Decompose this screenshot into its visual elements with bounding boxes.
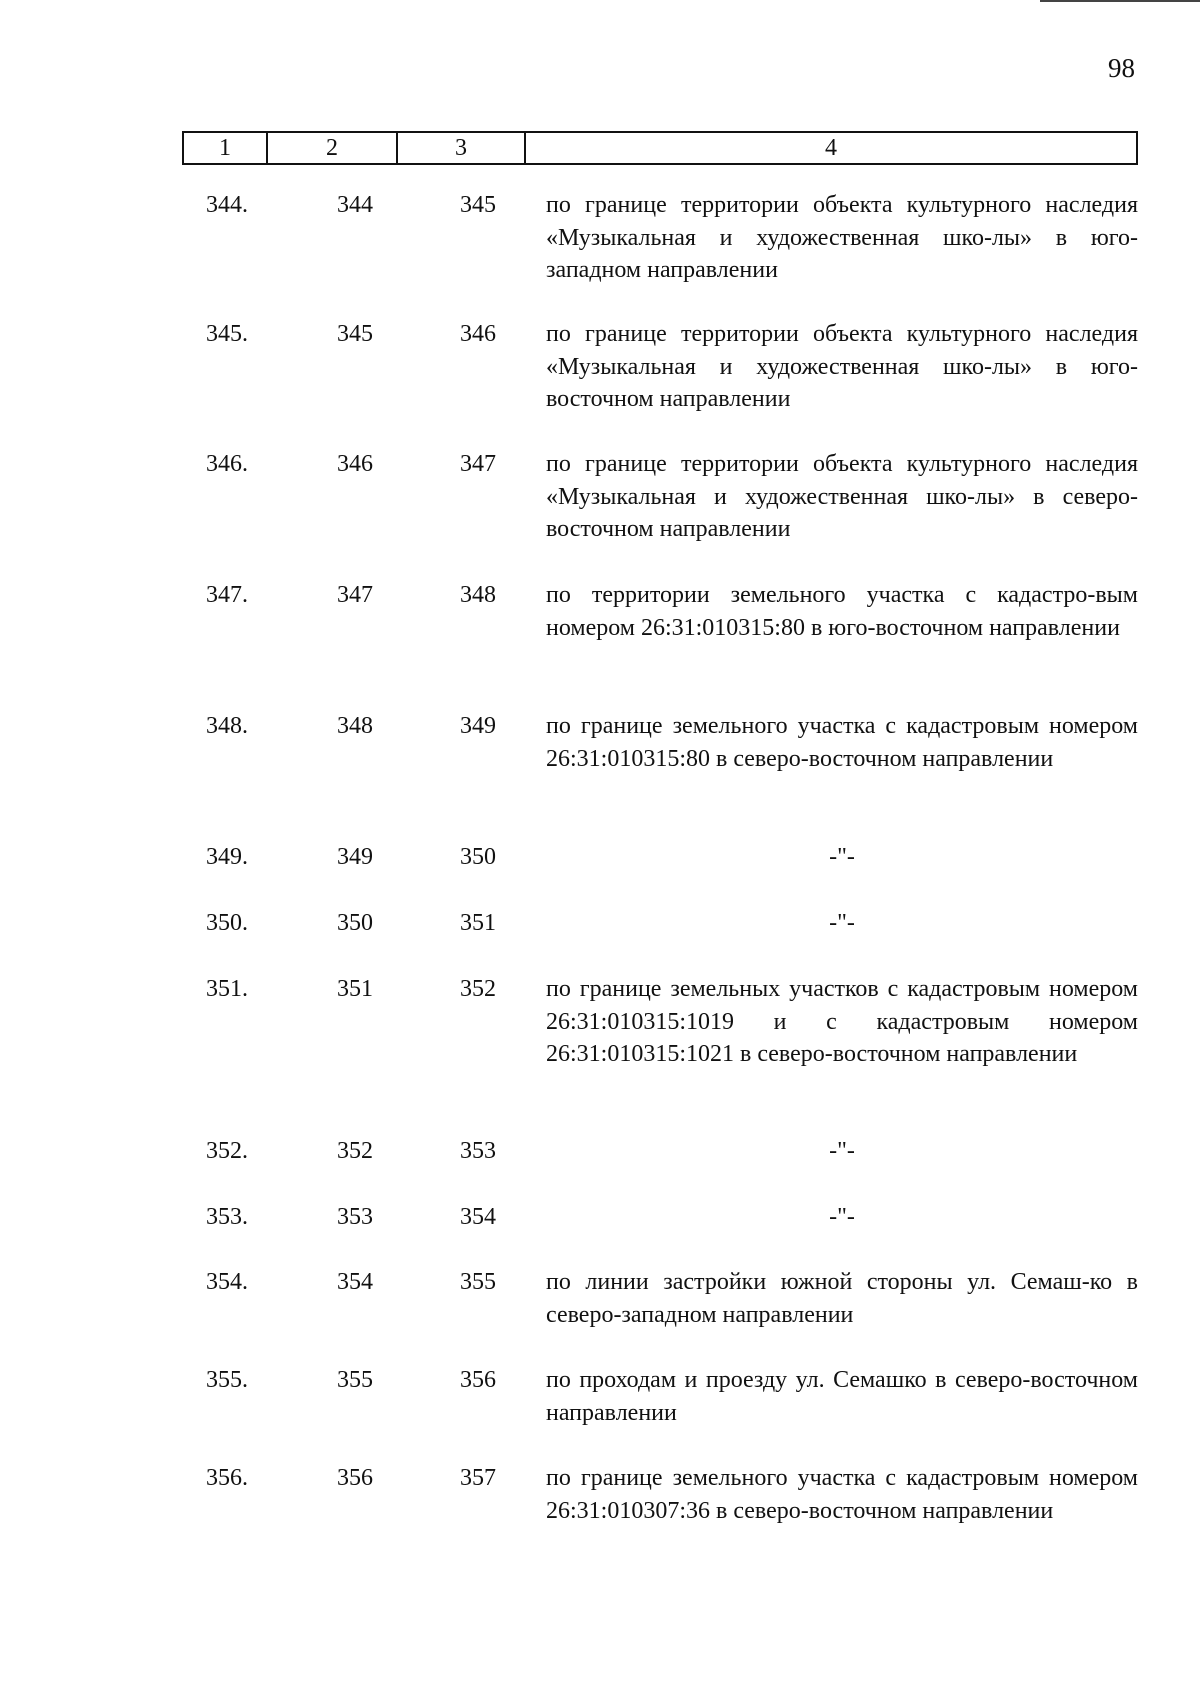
boundary-description: по границе территории объекта культурного наследия «Музыкальная и художественная шко-лы» в юго-восточном направлении	[546, 321, 1138, 412]
header-cell-1: 1	[184, 133, 268, 163]
to-point: 353	[460, 1138, 496, 1164]
from-point: 351	[337, 976, 373, 1002]
table-row	[182, 907, 1138, 973]
from-point: 355	[337, 1367, 373, 1393]
row-number: 348.	[206, 713, 248, 739]
from-point: 346	[337, 451, 373, 477]
table-row	[182, 189, 1138, 318]
to-point: 347	[460, 451, 496, 477]
to-point: 348	[460, 582, 496, 608]
from-point: 352	[337, 1138, 373, 1164]
ditto-mark: -"-	[829, 844, 855, 870]
boundary-description: по проходам и проезду ул. Семашко в северо-восточном направлении	[546, 1367, 1138, 1426]
from-point: 344	[337, 192, 373, 218]
table-row	[182, 841, 1138, 907]
boundary-description: по территории земельного участка с кадастро-вым номером 26:31:010315:80 в юго-восточном направлении	[546, 582, 1138, 641]
boundary-description: по границе земельного участка с кадастровым номером 26:31:010307:36 в северо-восточном направлении	[546, 1465, 1138, 1524]
boundary-description: по границе земельного участка с кадастровым номером 26:31:010315:80 в северо-восточном направлении	[546, 713, 1138, 772]
header-cell-4: 4	[825, 135, 837, 161]
from-point: 349	[337, 844, 373, 870]
ditto-mark: -"-	[829, 1204, 855, 1230]
row-number: 352.	[206, 1138, 248, 1164]
boundary-description: по линии застройки южной стороны ул. Семаш-ко в северо-западном направлении	[546, 1269, 1138, 1328]
table-row	[182, 1364, 1138, 1462]
table-row	[182, 318, 1138, 448]
table-row	[182, 1135, 1138, 1201]
header-cell-2: 2	[268, 133, 398, 163]
boundary-description: по границе территории объекта культурного наследия «Музыкальная и художественная шко-лы» в юго-западном направлении	[546, 192, 1138, 283]
to-point: 355	[460, 1269, 496, 1295]
boundary-description: по границе земельных участков с кадастровым номером 26:31:010315:1019 и с кадастровым номером 26:31:010315:1021 в северо-восточном направлении	[546, 976, 1138, 1067]
row-number: 355.	[206, 1367, 248, 1393]
to-point: 356	[460, 1367, 496, 1393]
to-point: 346	[460, 321, 496, 347]
row-number: 353.	[206, 1204, 248, 1230]
from-point: 348	[337, 713, 373, 739]
table-row	[182, 973, 1138, 1135]
table-row	[182, 1266, 1138, 1364]
to-point: 350	[460, 844, 496, 870]
from-point: 354	[337, 1269, 373, 1295]
table-body	[182, 189, 1138, 1572]
boundary-description: по границе территории объекта культурного наследия «Музыкальная и художественная шко-лы» в северо-восточном направлении	[546, 451, 1138, 542]
to-point: 349	[460, 713, 496, 739]
from-point: 345	[337, 321, 373, 347]
table-row	[182, 579, 1138, 710]
table-header	[182, 131, 1138, 165]
row-number: 350.	[206, 910, 248, 936]
from-point: 356	[337, 1465, 373, 1491]
to-point: 345	[460, 192, 496, 218]
table-row	[182, 1201, 1138, 1266]
row-number: 349.	[206, 844, 248, 870]
top-edge-rule	[1040, 0, 1200, 2]
row-number: 354.	[206, 1269, 248, 1295]
to-point: 357	[460, 1465, 496, 1491]
to-point: 352	[460, 976, 496, 1002]
header-cell-3: 3	[398, 133, 526, 163]
row-number: 344.	[206, 192, 248, 218]
row-number: 356.	[206, 1465, 248, 1491]
table-row	[182, 1462, 1138, 1572]
table-row	[182, 448, 1138, 579]
ditto-mark: -"-	[829, 910, 855, 936]
ditto-mark: -"-	[829, 1138, 855, 1164]
from-point: 347	[337, 582, 373, 608]
row-number: 347.	[206, 582, 248, 608]
row-number: 346.	[206, 451, 248, 477]
to-point: 354	[460, 1204, 496, 1230]
from-point: 353	[337, 1204, 373, 1230]
page-number: 98	[1108, 53, 1135, 83]
table-row	[182, 710, 1138, 841]
row-number: 351.	[206, 976, 248, 1002]
to-point: 351	[460, 910, 496, 936]
from-point: 350	[337, 910, 373, 936]
row-number: 345.	[206, 321, 248, 347]
